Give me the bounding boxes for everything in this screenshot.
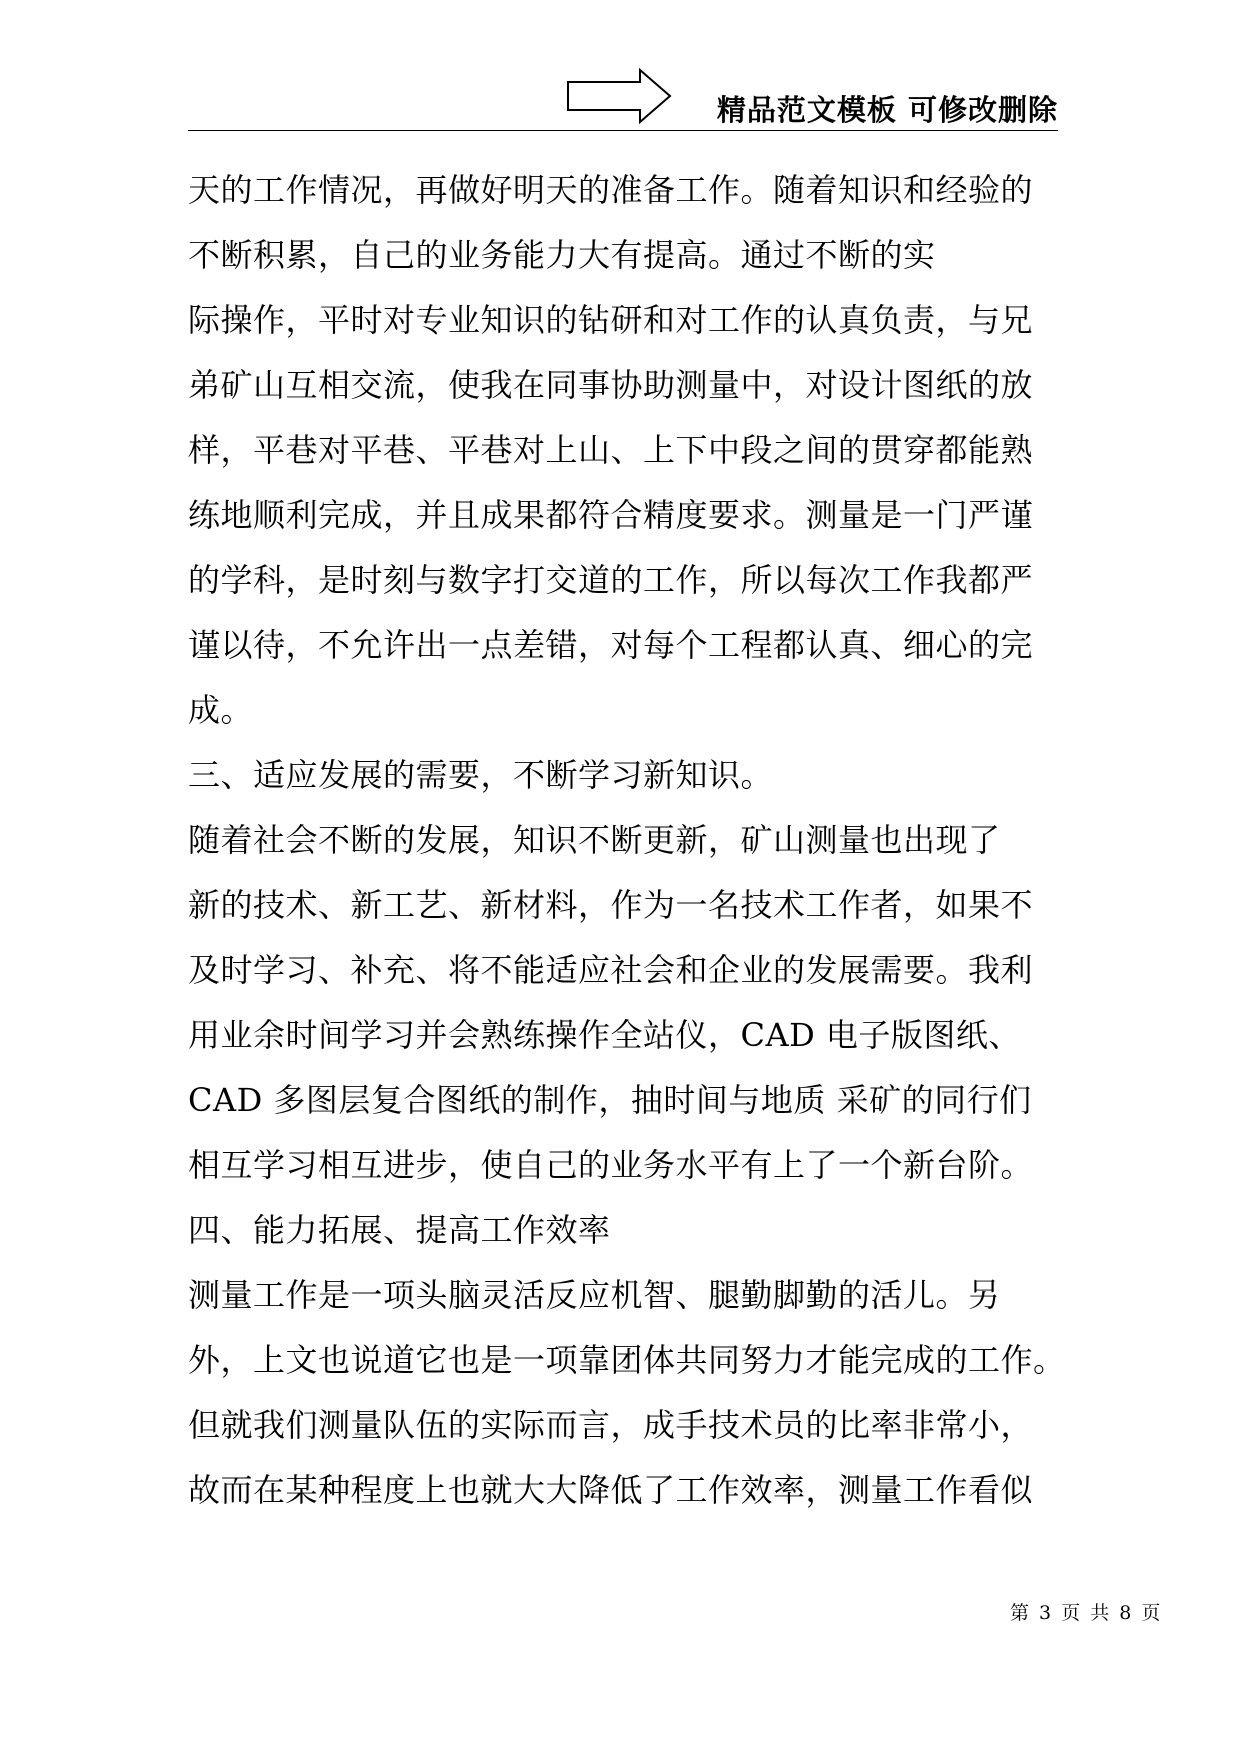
body-line: 用业余时间学习并会熟练操作全站仪，CAD 电子版图纸、 (188, 1016, 1021, 1054)
body-line: 练地顺利完成，并且成果都符合精度要求。测量是一门严谨 (188, 496, 1034, 534)
body-line: CAD 多图层复合图纸的制作，抽时间与地质 采矿的同行们 (188, 1081, 1032, 1119)
body-line: 新的技术、新工艺、新材料，作为一名技术工作者，如果不 (188, 886, 1034, 924)
body-line: 随着社会不断的发展，知识不断更新，矿山测量也出现了 (188, 821, 1001, 859)
body-line: 的学科，是时刻与数字打交道的工作，所以每次工作我都严 (188, 561, 1034, 599)
right-arrow-icon (566, 68, 674, 124)
body-line: 际操作，平时对专业知识的钻研和对工作的认真负责，与兄 (188, 301, 1034, 339)
body-line: 天的工作情况，再做好明天的准备工作。随着知识和经验的 (188, 171, 1034, 209)
page-header (188, 62, 1058, 132)
section-heading: 四、能力拓展、提高工作效率 (188, 1211, 611, 1249)
body-line: 不断积累，自己的业务能力大有提高。通过不断的实 (188, 236, 936, 274)
section-heading: 三、适应发展的需要，不断学习新知识。 (188, 756, 774, 794)
body-line: 外，上文也说道它也是一项靠团体共同努力才能完成的工作。 (188, 1341, 1066, 1379)
body-line: 弟矿山互相交流，使我在同事协助测量中，对设计图纸的放 (188, 366, 1034, 404)
body-line: 但就我们测量队伍的实际而言，成手技术员的比率非常小， (188, 1406, 1034, 1444)
body-line: 相互学习相互进步，使自己的业务水平有上了一个新台阶。 (188, 1146, 1034, 1184)
body-line: 测量工作是一项头脑灵活反应机智、腿勤脚勤的活儿。另 (188, 1276, 1001, 1314)
page-number: 第 3 页 共 8 页 (1010, 1602, 1163, 1624)
body-line: 成。 (188, 691, 254, 729)
body-line: 故而在某种程度上也就大大降低了工作效率，测量工作看似 (188, 1471, 1034, 1509)
body-line: 谨以待，不允许出一点差错，对每个工程都认真、细心的完 (188, 626, 1034, 664)
header-divider (188, 130, 1058, 131)
body-line: 及时学习、补充、将不能适应社会和企业的发展需要。我利 (188, 951, 1034, 989)
document-body (188, 158, 1088, 1523)
header-title: 精品范文模板 可修改删除 (716, 93, 1058, 127)
body-line: 样，平巷对平巷、平巷对上山、上下中段之间的贯穿都能熟 (188, 431, 1034, 469)
